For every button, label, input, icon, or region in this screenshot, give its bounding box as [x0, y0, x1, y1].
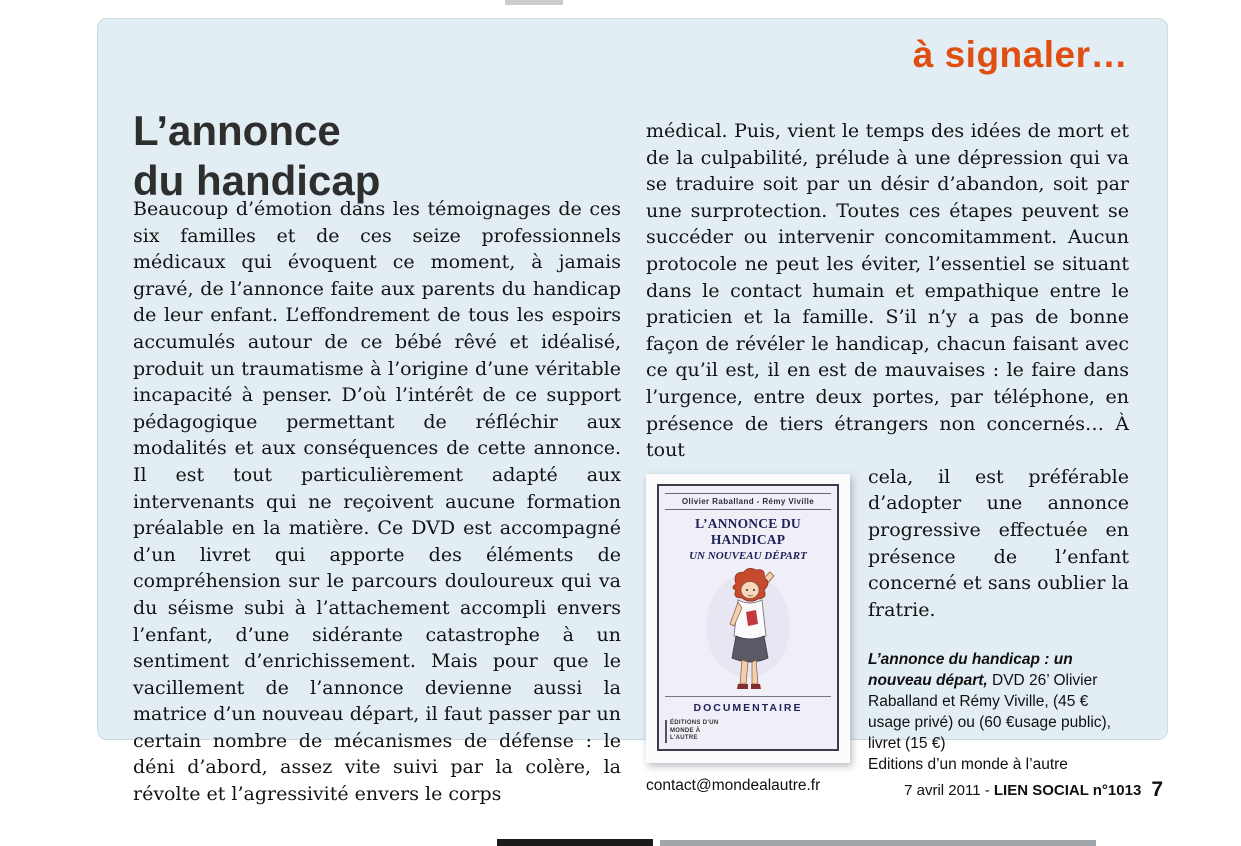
left-column: [133, 196, 621, 808]
footer-journal-name: LIEN SOCIAL n°1013: [993, 782, 1142, 799]
dvd-authors: Olivier Raballand - Rémy Viville: [665, 493, 831, 510]
dvd-cover: [657, 484, 839, 751]
article-title: [133, 106, 380, 205]
right-column: [646, 118, 1129, 796]
scan-artifact-bottom-dark: [497, 839, 653, 846]
article-title-line1: L’annonce: [133, 107, 341, 155]
caption-title: L’annonce du handicap : un nouveau départ,: [868, 651, 1073, 690]
footer-page-number: 7: [1151, 778, 1163, 801]
right-column-text-wrap: cela, il est préférable d’adopter une annonce progressive effectuée en présence de l’enfant concerné et sans oublier la fratrie.: [868, 465, 1129, 621]
dvd-cover-illustration: [665, 566, 831, 694]
dvd-subtitle: UN NOUVEAU DÉPART: [689, 549, 807, 562]
page-footer: [904, 778, 1163, 802]
right-column-text-top: médical. Puis, vient le temps des idées de mort et de la culpabilité, prélude à une dépression qui va se traduire soit par un désir d’abandon, soit par une surprotection. Toutes ces étapes peuvent se succéder ou intervenir concomitamment. Aucun protocole ne peut les éviter, l’essentiel se situant dans le contact humain et empathique entre le praticien et la famille. S’il n’y a pas de bonne façon de révéler le handicap, chacun faisant avec ce qu’il est, il en est de mauvaises : le faire dans l’urgence, entre deux portes, par téléphone, en présence de tiers étrangers non concernés… À tout: [646, 120, 1129, 462]
dvd-cover-photo: [646, 474, 850, 763]
dvd-title: L’ANNONCE DU HANDICAP: [695, 515, 801, 547]
caption-details: DVD 26’ Olivier Raballand et Rémy Viville, (45 € usage privé) ou (60 €usage public), livret (15 €): [868, 672, 1111, 753]
section-flag: à signaler…: [912, 34, 1128, 75]
dvd-genre: DOCUMENTAIRE: [665, 696, 831, 714]
caption-email: contact@mondealautre.fr: [646, 777, 821, 795]
footer-date: 7 avril 2011 -: [904, 782, 994, 799]
dvd-publisher-row: [665, 720, 831, 743]
left-column-text: Beaucoup d’émotion dans les témoignages de ces six familles et de ces seize professionnels médicaux qui évoquent ce moment, à jamais gravé, de l’annonce faite aux parents du handicap de leur enfant. L’effondrement de tous les espoirs accumulés autour de ce bébé rêvé et idéalisé, produit un traumatisme à l’origine d’une véritable incapacité à penser. D’où l’intérêt de ce support pédagogique permettant de réfléchir aux modalités et aux conséquences de cette annonce. Il est tout particulièrement adapté aux intervenants qui ne reçoivent aucune formation préalable en la matière. Ce DVD est accompagné d’un livret qui apporte des éléments de compréhension sur le parcours douloureux qui va du séisme subi à l’attachement accompli envers l’enfant, d’une sidérante catastrophe à un sentiment d’enrichissement. Mais pour que le vacillement de l’annonce devienne aussi la matrice d’un nouveau départ, il faut passer par un certain nombre de mécanismes de défense : le déni d’abord, assez vite suivi par la colère, la révolte et l’agressivité envers le corps: [133, 198, 621, 806]
scan-artifact-top: [505, 0, 563, 5]
caption-publisher: Editions d’un monde à l’autre: [868, 756, 1068, 774]
dvd-publisher-logo: ÉDITIONS D’UN MONDE À L’AUTRE: [665, 720, 722, 743]
scan-artifact-bottom-gray: [660, 840, 1096, 846]
article-title-line2: du handicap: [133, 156, 381, 204]
